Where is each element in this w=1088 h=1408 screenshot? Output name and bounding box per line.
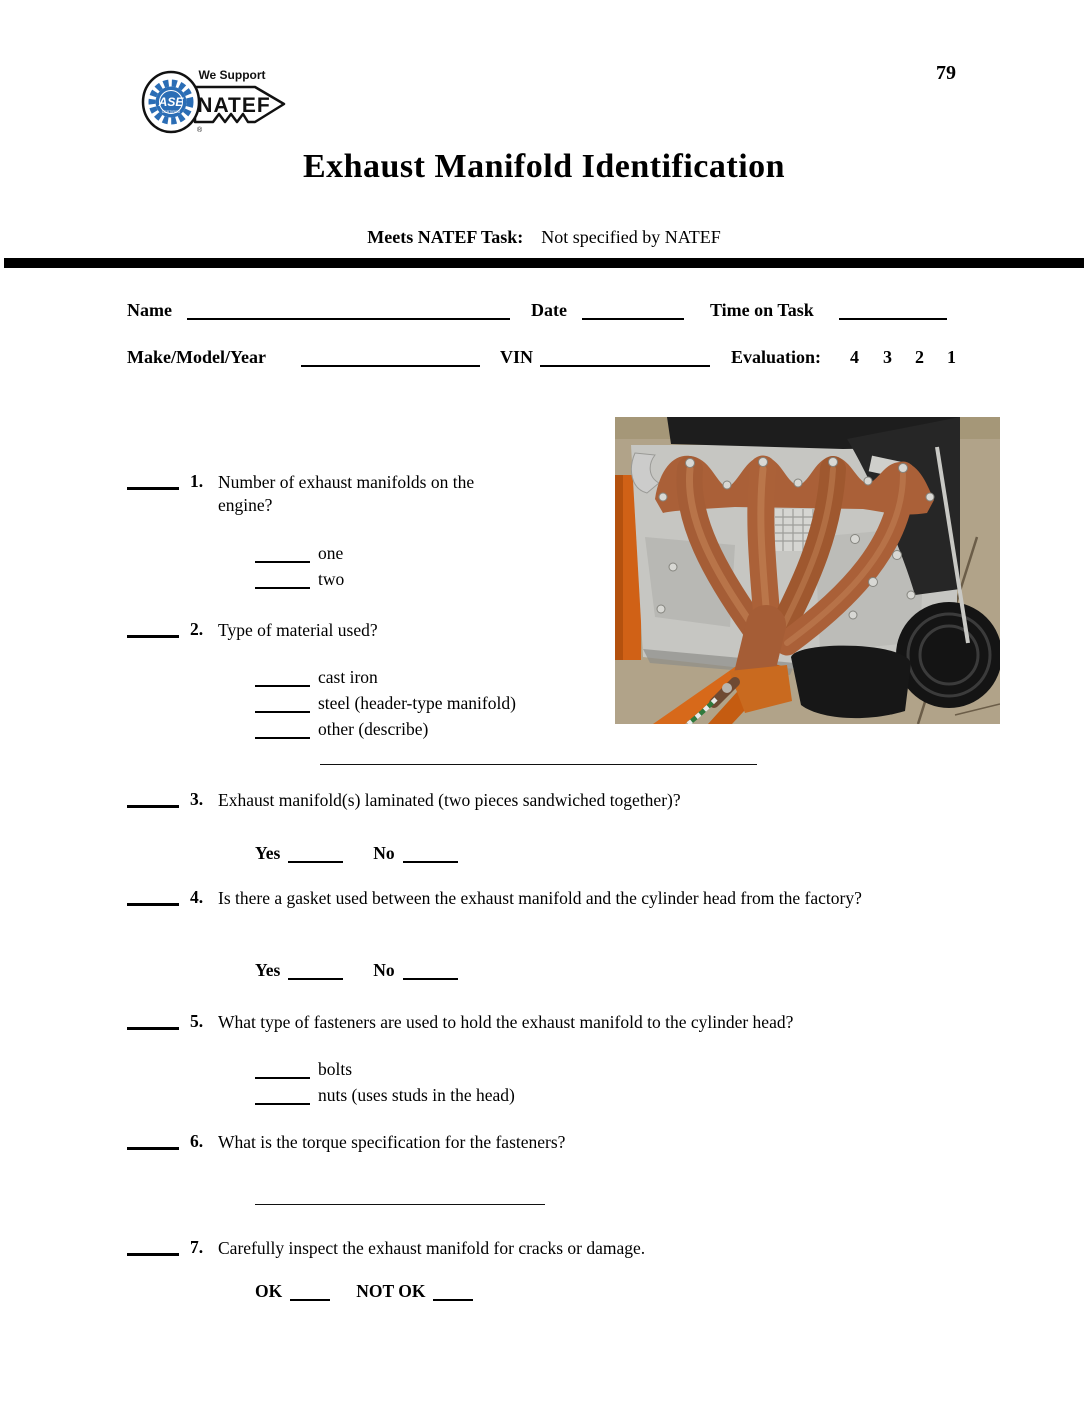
- meets-natef-task-line: [0, 227, 1088, 248]
- q6-text: What is the torque specification for the fasteners?: [218, 1132, 566, 1152]
- date-label: Date: [531, 300, 567, 320]
- q3-yes-no-row: Yes No: [255, 843, 458, 864]
- q1-option-two: two: [255, 569, 344, 590]
- divider-rule: [4, 258, 1084, 268]
- q4-no-blank: [403, 977, 458, 980]
- q2-option-cast-iron-blank: [255, 684, 310, 687]
- q7-ok-row: OK NOT OK: [255, 1281, 473, 1302]
- vin-label: VIN: [500, 347, 534, 367]
- q1-option-one: one: [255, 543, 343, 564]
- q7-not-ok-blank: [433, 1298, 473, 1301]
- evaluation-4: 4: [850, 347, 859, 367]
- q4-text: Is there a gasket used between the exhaust manifold and the cylinder head from the factory?: [218, 888, 862, 908]
- task-value: Not specified by NATEF: [541, 227, 721, 247]
- time-on-task-label: Time on Task: [710, 300, 814, 320]
- logo-support-text: We Support: [198, 68, 266, 82]
- name-fill-line: [187, 318, 510, 320]
- q4-yes-blank: [288, 977, 343, 980]
- q2-answer-line: [127, 635, 179, 638]
- q1-answer-line: [127, 487, 179, 490]
- evaluation-1: 1: [947, 347, 956, 367]
- q2-option-cast-iron: cast iron: [255, 667, 378, 688]
- vin-fill-line: [540, 365, 710, 367]
- q7-text: Carefully inspect the exhaust manifold for cracks or damage.: [218, 1238, 646, 1258]
- q1-option-one-blank: [255, 560, 310, 563]
- q3-text: Exhaust manifold(s) laminated (two pieces sandwiched together)?: [218, 790, 681, 810]
- q2-option-steel: steel (header-type manifold): [255, 693, 516, 714]
- evaluation-3: 3: [883, 347, 892, 367]
- q5-answer-line: [127, 1027, 179, 1030]
- evaluation-2: 2: [915, 347, 924, 367]
- q6-spec-line: [255, 1204, 545, 1205]
- q2-text: Type of material used?: [218, 620, 378, 640]
- q5-option-bolts: bolts: [255, 1059, 352, 1080]
- q2-option-other-blank: [255, 736, 310, 739]
- ase-certified-text: CERTIFIED: [161, 110, 181, 114]
- task-label: Meets NATEF Task:: [367, 227, 524, 247]
- q3-number: 3.: [190, 789, 204, 809]
- q5-option-nuts-blank: [255, 1102, 310, 1105]
- q1-option-two-blank: [255, 586, 310, 589]
- q7-ok-blank: [290, 1298, 330, 1301]
- q1-text: Number of exhaust manifolds on the engine?: [218, 472, 475, 515]
- q3-answer-line: [127, 805, 179, 808]
- time-on-task-fill-line: [839, 318, 947, 320]
- q4-number: 4.: [190, 887, 204, 907]
- q7-number: 7.: [190, 1237, 204, 1257]
- q2-number: 2.: [190, 619, 204, 639]
- q6-number: 6.: [190, 1131, 204, 1151]
- page-number: 79: [936, 62, 956, 84]
- make-model-year-fill-line: [301, 365, 480, 367]
- q3-yes-blank: [288, 860, 343, 863]
- q6-answer-line: [127, 1147, 179, 1150]
- q1-number: 1.: [190, 471, 204, 491]
- q7-answer-line: [127, 1253, 179, 1256]
- logo-org-name: NATEF: [197, 94, 271, 117]
- q5-number: 5.: [190, 1011, 204, 1031]
- q5-text: What type of fasteners are used to hold the exhaust manifold to the cylinder head?: [218, 1012, 794, 1032]
- registered-mark: ®: [197, 127, 203, 134]
- evaluation-label: Evaluation:: [731, 347, 822, 367]
- page-title: Exhaust Manifold Identification: [302, 148, 786, 185]
- q2-option-other: other (describe): [255, 719, 428, 740]
- q5-option-nuts: nuts (uses studs in the head): [255, 1085, 515, 1106]
- q4-answer-line: [127, 903, 179, 906]
- natef-ase-logo: [135, 58, 293, 138]
- name-label: Name: [127, 300, 172, 320]
- exhaust-manifold-photo: [615, 417, 1000, 724]
- q3-no-blank: [403, 860, 458, 863]
- q4-yes-no-row: Yes No: [255, 960, 458, 981]
- q2-describe-line: [320, 764, 757, 765]
- q2-option-steel-blank: [255, 710, 310, 713]
- q5-option-bolts-blank: [255, 1076, 310, 1079]
- date-fill-line: [582, 318, 684, 320]
- ase-text: ASE: [158, 95, 184, 109]
- make-model-year-label: Make/Model/Year: [127, 347, 266, 367]
